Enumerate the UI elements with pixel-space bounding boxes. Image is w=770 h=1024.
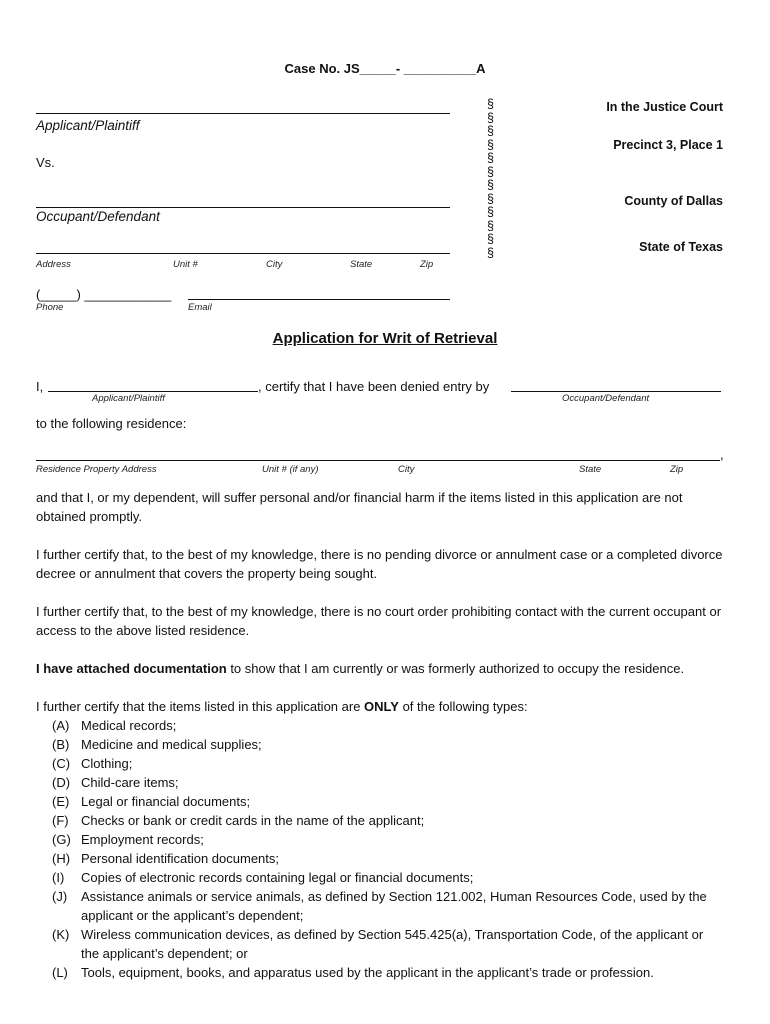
court-order-paragraph: I further certify that, to the best of my knowledge, there is no court order prohibiting contact with the current occupant or access to the above listed residence. xyxy=(36,604,722,638)
list-item xyxy=(36,754,716,773)
items-list xyxy=(36,716,716,982)
document-title: Application for Writ of Retrieval xyxy=(272,330,498,347)
item-text: Tools, equipment, books, and apparatus used by the applicant in the applicant’s trade or profession. xyxy=(81,965,654,980)
item-marker: (G) xyxy=(52,832,71,847)
items-intro-bold: ONLY xyxy=(364,699,399,714)
items-list-container xyxy=(36,716,716,982)
item-marker: (E) xyxy=(52,794,70,809)
versus-label: Vs. xyxy=(36,155,55,170)
residence-address-label: Residence Property Address xyxy=(36,464,157,475)
item-marker: (H) xyxy=(52,851,71,866)
items-intro-a: I further certify that the items listed in this application are xyxy=(36,699,365,714)
item-text: Clothing; xyxy=(81,756,133,771)
residence-state-label: State xyxy=(579,464,602,475)
list-item xyxy=(36,830,716,849)
item-marker: (L) xyxy=(52,965,68,980)
divorce-paragraph: I further certify that, to the best of my knowledge, there is no pending divorce or annulment case or a completed divorce decree or annulment that covers the property being sought. xyxy=(36,547,723,581)
phone-label: Phone xyxy=(36,302,64,313)
item-marker: (A) xyxy=(52,718,70,733)
list-item xyxy=(36,887,716,925)
section-marks: § § § § § § § § § § § § xyxy=(487,97,494,260)
list-item xyxy=(36,792,716,811)
item-text: Legal or financial documents; xyxy=(81,794,251,809)
state-label: State xyxy=(350,259,373,270)
certify-i: I, xyxy=(36,379,44,394)
city-label: City xyxy=(266,259,283,270)
residence-city-label: City xyxy=(398,464,415,475)
residence-unit-label: Unit # (if any) xyxy=(262,464,319,475)
list-item xyxy=(36,811,716,830)
applicant-name-line[interactable] xyxy=(48,391,258,392)
item-marker: (I) xyxy=(52,870,65,885)
occupant-name-line[interactable] xyxy=(36,207,450,208)
certify-text: , certify that I have been denied entry by xyxy=(258,379,490,394)
list-item xyxy=(36,849,716,868)
zip-label: Zip xyxy=(420,259,434,270)
items-intro-b: of the following types: xyxy=(398,699,528,714)
item-marker: (B) xyxy=(52,737,70,752)
item-text: Child-care items; xyxy=(81,775,179,790)
occupant-sub-label: Occupant/Defendant xyxy=(562,393,650,404)
item-text: Medical records; xyxy=(81,718,177,733)
court-name: In the Justice Court xyxy=(606,100,723,114)
item-marker: (J) xyxy=(52,889,68,904)
case-number: Case No. JS_____- __________A xyxy=(284,61,486,76)
court-precinct: Precinct 3, Place 1 xyxy=(613,138,723,152)
residence-address-line[interactable] xyxy=(36,460,720,461)
occupant-name-line-2[interactable] xyxy=(511,391,721,392)
list-item xyxy=(36,868,716,887)
item-text: Assistance animals or service animals, as defined by Section 121.002, Human Resources Code, used by the applicant or the applicant’s dependent; xyxy=(81,889,707,923)
list-item xyxy=(36,773,716,792)
occupant-address-line[interactable] xyxy=(36,253,450,254)
attached-rest: to show that I am currently or was formerly authorized to occupy the residence. xyxy=(226,661,685,676)
item-marker: (F) xyxy=(52,813,69,828)
item-text: Employment records; xyxy=(81,832,204,847)
list-item xyxy=(36,963,716,982)
item-marker: (K) xyxy=(52,927,70,942)
court-county: County of Dallas xyxy=(624,194,723,208)
attached-paragraph xyxy=(36,659,736,678)
unit-label: Unit # xyxy=(173,259,198,270)
email-line[interactable] xyxy=(188,299,450,300)
applicant-sub-label: Applicant/Plaintiff xyxy=(92,393,165,404)
email-label: Email xyxy=(188,302,212,313)
applicant-signature-line[interactable] xyxy=(36,113,450,114)
address-label: Address xyxy=(36,259,71,270)
occupant-label: Occupant/Defendant xyxy=(36,209,160,224)
item-text: Wireless communication devices, as defined by Section 545.425(a), Transportation Code, of the applicant or the applicant’s dependent; or xyxy=(81,927,704,961)
list-item xyxy=(36,716,716,735)
phone-field[interactable]: (_____) ____________ xyxy=(36,287,172,302)
harm-paragraph: and that I, or my dependent, will suffer personal and/or financial harm if the items listed in this application are not obtained promptly. xyxy=(36,490,683,524)
to-following-residence: to the following residence: xyxy=(36,416,187,431)
item-text: Medicine and medical supplies; xyxy=(81,737,262,752)
item-marker: (C) xyxy=(52,756,71,771)
item-marker: (D) xyxy=(52,775,71,790)
court-state: State of Texas xyxy=(639,240,723,254)
items-intro xyxy=(36,697,736,716)
item-text: Personal identification documents; xyxy=(81,851,280,866)
item-text: Checks or bank or credit cards in the name of the applicant; xyxy=(81,813,425,828)
list-item xyxy=(36,925,716,963)
residence-zip-label: Zip xyxy=(670,464,684,475)
applicant-label: Applicant/Plaintiff xyxy=(36,118,140,133)
attached-bold: I have attached documentation xyxy=(36,661,227,676)
address-comma: , xyxy=(720,447,724,462)
item-text: Copies of electronic records containing legal or financial documents; xyxy=(81,870,474,885)
list-item xyxy=(36,735,716,754)
